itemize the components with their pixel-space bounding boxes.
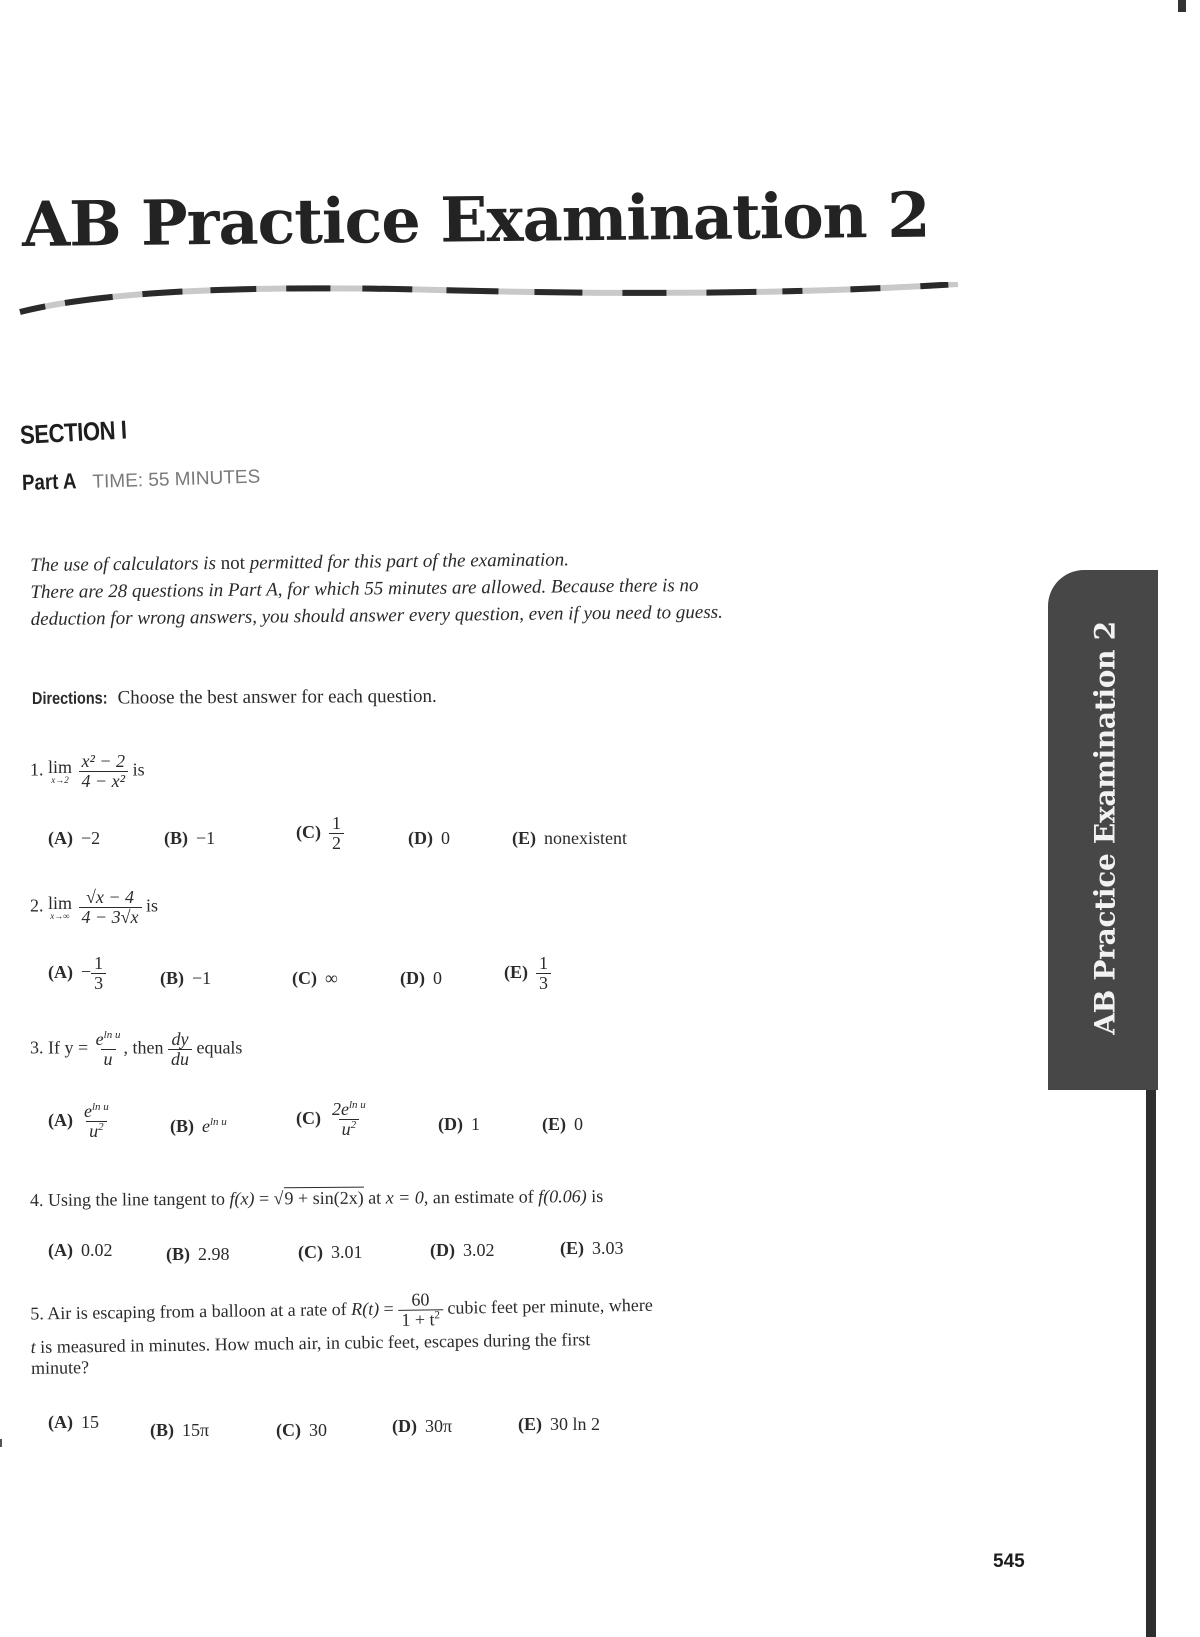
part-heading	[22, 463, 261, 496]
option-b[interactable]: (B) $e^{ln u}$	[170, 1116, 227, 1136]
option-c[interactable]: (C) $\frac{2e^{ln u}}{u^2}$	[296, 1099, 366, 1139]
option-c[interactable]: (C) 3.01	[298, 1242, 363, 1262]
option-c[interactable]: (C) $\frac{1}{2}$	[296, 814, 344, 853]
decorative-dashed-rule	[18, 282, 960, 322]
question-2: 2. lim x→∞ $\frac{√x - 4}{4 - 3√x}$ is	[30, 887, 159, 927]
instructions-paragraph	[30, 544, 771, 633]
option-d[interactable]: (D) 3.02	[430, 1240, 495, 1260]
option-d[interactable]: (D) 0	[400, 968, 442, 988]
directions-label: Directions:	[31, 688, 108, 708]
side-tab-label: AB Practice Examination 2	[1088, 621, 1122, 1035]
question-4: 4. Using the line tangent to f(x) = √9 + sin(2x) at x = 0, an estimate of f(0.06) is	[29, 1185, 604, 1211]
option-c[interactable]: (C) ∞	[292, 968, 338, 988]
option-d[interactable]: (D) 30π	[392, 1416, 453, 1436]
option-d[interactable]: (D) 1	[438, 1114, 480, 1134]
fraction: $\frac{\text{x² − 2}}{\text{4 − x²}}$	[79, 752, 129, 791]
question-5: 5. Air is escaping from a balloon at a rate of R(t) = $\frac{60}{1 + t^2}$ cubic feet per minute, where t is measured in minutes. How much air, in cubic feet, escapes during the first minute?	[30, 1289, 653, 1378]
derivative-fraction: $\frac{dy}{du}$	[168, 1030, 192, 1069]
fraction: $\frac{√x - 4}{4 - 3√x}$	[79, 888, 142, 927]
option-e[interactable]: (E) 30 ln 2	[518, 1414, 601, 1434]
calculator-notice: The use of calculators is not permitted for this part of the examination.	[30, 549, 570, 576]
option-a[interactable]: (A) 15	[48, 1412, 99, 1432]
option-a[interactable]: (A) − $\frac{1}{3}$	[48, 954, 106, 993]
option-a[interactable]: (A) −2	[48, 828, 101, 848]
question-1: 1. lim x→2 $\frac{\text{x² − 2}}{\text{4 − x²}}$ is	[30, 751, 145, 791]
sqrt-expression: √9 + sin(2x)	[273, 1187, 364, 1209]
page-number: 545	[993, 1551, 1025, 1572]
section-heading: SECTION I	[19, 414, 128, 450]
option-e[interactable]: (E) 0	[542, 1114, 583, 1134]
time-label: TIME: 55 MINUTES	[92, 466, 261, 493]
option-b[interactable]: (B) 15π	[150, 1420, 210, 1440]
directions	[32, 686, 437, 710]
directions-text: Choose the best answer for each question.	[112, 685, 437, 709]
limit-expression: lim x→2	[48, 756, 73, 785]
option-e[interactable]: (E) nonexistent	[512, 828, 627, 848]
option-c[interactable]: (C) 30	[276, 1420, 327, 1440]
page-edge-bar	[1146, 1090, 1156, 1637]
option-d[interactable]: (D) 0	[408, 828, 450, 848]
option-e[interactable]: (E) 3.03	[560, 1238, 624, 1258]
limit-expression: lim x→∞	[48, 892, 73, 921]
part-label: Part A	[21, 468, 77, 495]
option-b[interactable]: (B) −1	[164, 828, 216, 848]
option-e[interactable]: (E) $\frac{1}{3}$	[504, 954, 551, 993]
question-3: 3. If y = $\frac{e^{ln u}}{u}$ , then $\frac{dy}{du}$ equals	[30, 1029, 243, 1069]
rate-fraction: $\frac{60}{1 + t^2}$	[398, 1290, 443, 1329]
page-title: AB Practice Examination 2	[21, 178, 930, 261]
option-a[interactable]: (A) $\frac{e^{ln u}}{u^2}$	[48, 1101, 109, 1141]
fraction: $\frac{e^{ln u}}{u}$	[95, 1029, 121, 1069]
timing-notice: There are 28 questions in Part A, for which 55 minutes are allowed. Because there is no deduction for wrong answers, you should answer every question, even if you need to guess.	[30, 575, 723, 630]
option-b[interactable]: (B) −1	[160, 968, 212, 988]
option-b[interactable]: (B) 2.98	[166, 1244, 230, 1264]
option-a[interactable]: (A) 0.02	[48, 1240, 113, 1260]
scan-artifact	[0, 1439, 2, 1447]
scan-artifact	[1178, 0, 1186, 12]
